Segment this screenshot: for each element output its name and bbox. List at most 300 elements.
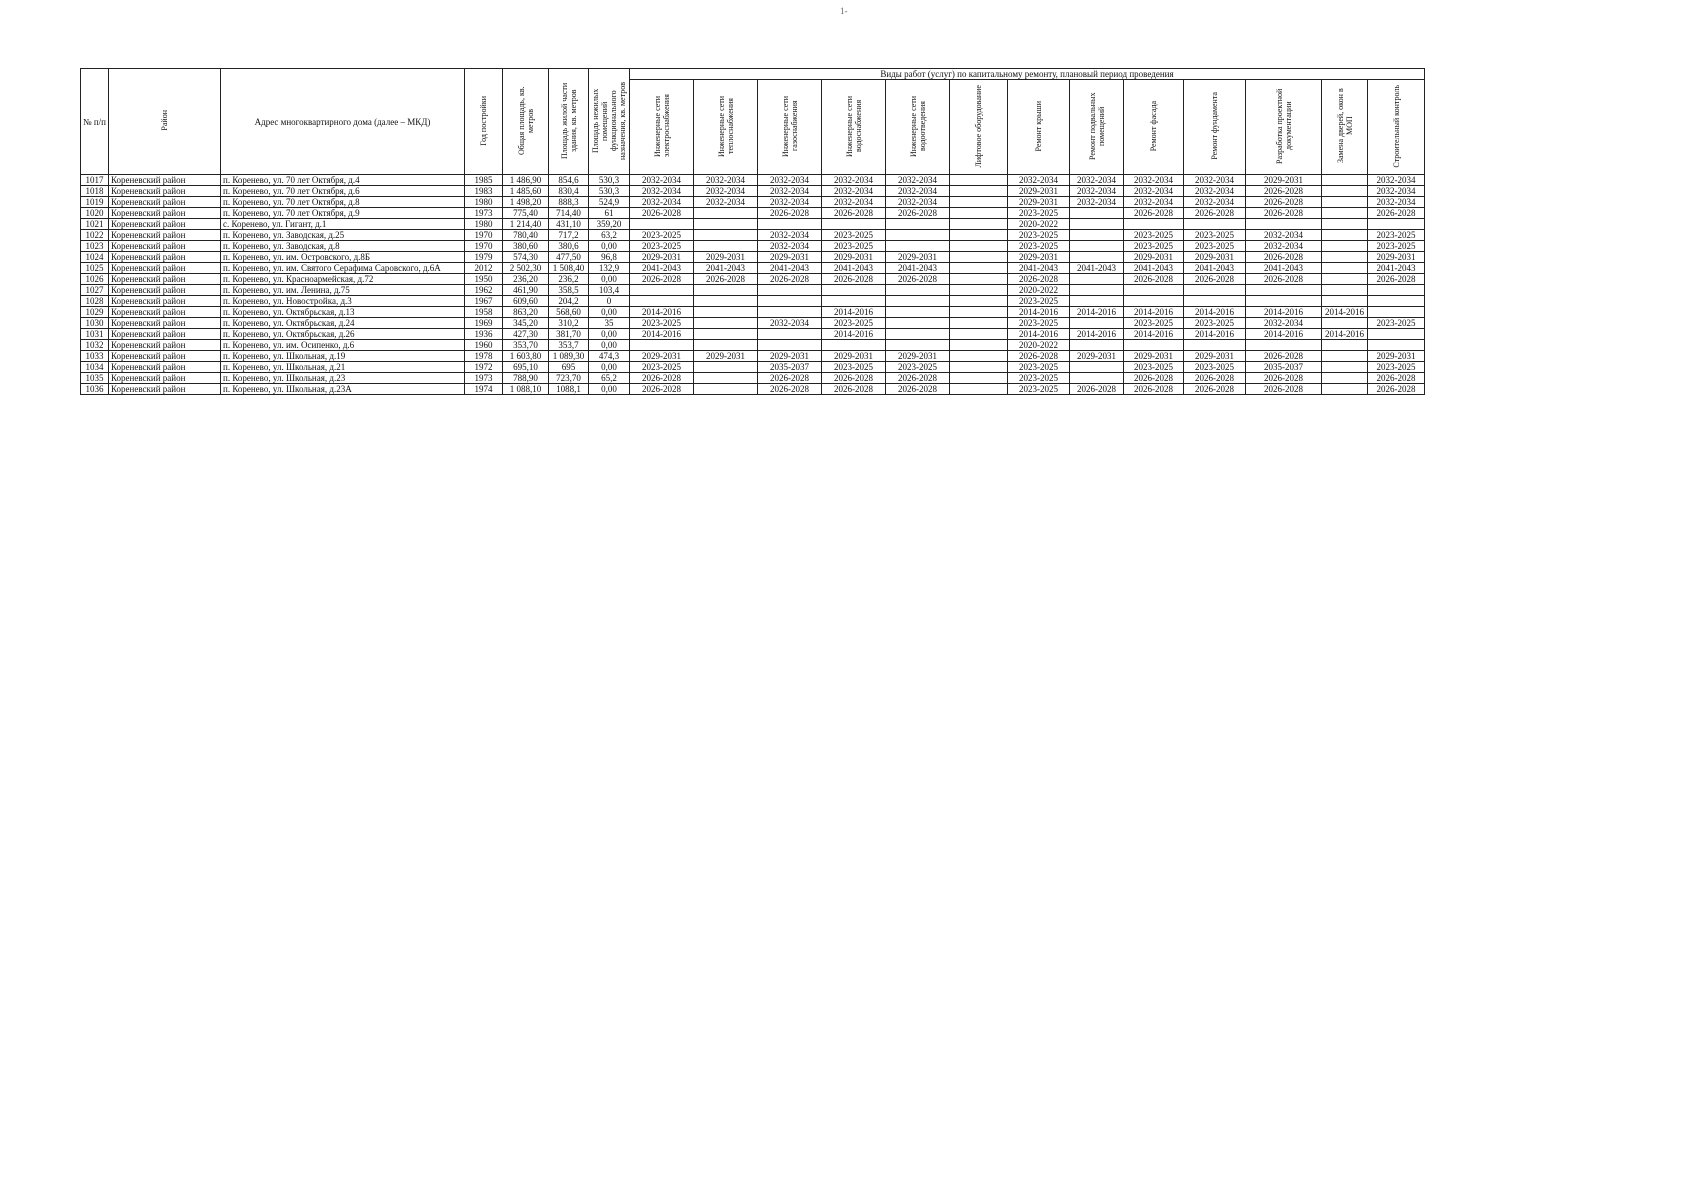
table-row <box>81 285 1425 296</box>
header-work-type: Строительный контроль <box>1368 80 1425 175</box>
cell-address: п. Коренево, ул. Заводская, д.25 <box>221 230 465 241</box>
cell-nonresidential-area: 0,00 <box>589 307 630 318</box>
cell-nonresidential-area: 530,3 <box>589 175 630 186</box>
cell-work-period: 2014-2016 <box>1124 307 1184 318</box>
cell-work-period: 2032-2034 <box>886 186 950 197</box>
cell-year: 1969 <box>465 318 503 329</box>
cell-address: п. Коренево, ул. 70 лет Октября, д.6 <box>221 186 465 197</box>
cell-work-period: 2023-2025 <box>822 318 886 329</box>
cell-work-period <box>1322 186 1368 197</box>
cell-work-period: 2023-2025 <box>1184 318 1246 329</box>
cell-work-period <box>1070 285 1124 296</box>
cell-work-period: 2029-2031 <box>1124 351 1184 362</box>
cell-nonresidential-area: 63,2 <box>589 230 630 241</box>
cell-address: с. Коренево, ул. Гигант, д.1 <box>221 219 465 230</box>
cell-total-area: 609,60 <box>503 296 549 307</box>
cell-work-period <box>1322 230 1368 241</box>
cell-work-period: 2032-2034 <box>758 230 822 241</box>
cell-work-period <box>1322 318 1368 329</box>
cell-work-period: 2023-2025 <box>1184 241 1246 252</box>
cell-work-period: 2032-2034 <box>630 175 694 186</box>
cell-work-period <box>1246 296 1322 307</box>
cell-work-period: 2014-2016 <box>822 329 886 340</box>
cell-work-period: 2029-2031 <box>630 252 694 263</box>
cell-work-period <box>950 307 1008 318</box>
cell-work-period: 2023-2025 <box>1124 230 1184 241</box>
cell-nonresidential-area: 0,00 <box>589 274 630 285</box>
cell-work-period: 2023-2025 <box>822 241 886 252</box>
cell-work-period: 2023-2025 <box>630 230 694 241</box>
cell-no: 1034 <box>81 362 109 373</box>
cell-work-period <box>1124 219 1184 230</box>
cell-work-period: 2026-2028 <box>630 384 694 395</box>
cell-address: п. Коренево, ул. Октябрьская, д.24 <box>221 318 465 329</box>
cell-work-period <box>950 296 1008 307</box>
cell-year: 1962 <box>465 285 503 296</box>
cell-address: п. Коренево, ул. им. Осипенко, д.6 <box>221 340 465 351</box>
cell-work-period: 2023-2025 <box>1124 318 1184 329</box>
cell-work-period <box>950 351 1008 362</box>
cell-work-period: 2029-2031 <box>886 252 950 263</box>
cell-work-period: 2026-2028 <box>694 274 758 285</box>
cell-work-period <box>950 197 1008 208</box>
cell-district: Кореневский район <box>109 274 221 285</box>
cell-nonresidential-area: 132,9 <box>589 263 630 274</box>
cell-year: 2012 <box>465 263 503 274</box>
cell-residential-area: 1 508,40 <box>549 263 589 274</box>
cell-no: 1018 <box>81 186 109 197</box>
cell-total-area: 461,90 <box>503 285 549 296</box>
cell-district: Кореневский район <box>109 384 221 395</box>
cell-work-period: 2026-2028 <box>630 274 694 285</box>
cell-nonresidential-area: 530,3 <box>589 186 630 197</box>
cell-work-period <box>1322 384 1368 395</box>
cell-total-area: 1 603,80 <box>503 351 549 362</box>
cell-year: 1970 <box>465 230 503 241</box>
cell-work-period: 2041-2043 <box>1368 263 1425 274</box>
cell-work-period: 2035-2037 <box>758 362 822 373</box>
cell-work-period <box>694 230 758 241</box>
cell-work-period <box>758 285 822 296</box>
cell-work-period <box>1124 296 1184 307</box>
table-row <box>81 296 1425 307</box>
cell-work-period <box>630 340 694 351</box>
cell-work-period: 2029-2031 <box>886 351 950 362</box>
cell-work-period: 2029-2031 <box>694 252 758 263</box>
header-work-type: Разработка проектной документации <box>1246 80 1322 175</box>
cell-year: 1979 <box>465 252 503 263</box>
cell-work-period <box>1368 219 1425 230</box>
cell-work-period: 2032-2034 <box>1246 230 1322 241</box>
header-work-type: Инженерные сети водоснабжения <box>822 80 886 175</box>
cell-work-period <box>1322 208 1368 219</box>
cell-nonresidential-area: 0,00 <box>589 241 630 252</box>
cell-work-period: 2014-2016 <box>1322 307 1368 318</box>
cell-year: 1974 <box>465 384 503 395</box>
cell-work-period <box>758 340 822 351</box>
cell-work-period: 2014-2016 <box>630 329 694 340</box>
cell-work-period: 2023-2025 <box>1008 230 1070 241</box>
cell-work-period <box>886 219 950 230</box>
cell-work-period <box>1070 340 1124 351</box>
header-year: Год постройки <box>465 69 503 175</box>
cell-residential-area: 381,70 <box>549 329 589 340</box>
table-row <box>81 318 1425 329</box>
cell-work-period <box>630 219 694 230</box>
cell-work-period: 2023-2025 <box>1184 362 1246 373</box>
cell-district: Кореневский район <box>109 318 221 329</box>
cell-work-period: 2026-2028 <box>1368 274 1425 285</box>
cell-total-area: 1 486,90 <box>503 175 549 186</box>
cell-work-period: 2032-2034 <box>822 197 886 208</box>
capital-repair-table <box>80 68 1425 395</box>
cell-residential-area: 854,6 <box>549 175 589 186</box>
header-work-type: Ремонт фасада <box>1124 80 1184 175</box>
cell-work-period: 2026-2028 <box>758 274 822 285</box>
cell-work-period: 2023-2025 <box>1008 296 1070 307</box>
table-row <box>81 351 1425 362</box>
header-work-type: Инженерные сети теплоснабжения <box>694 80 758 175</box>
cell-work-period <box>886 241 950 252</box>
cell-address: п. Коренево, ул. 70 лет Октября, д.8 <box>221 197 465 208</box>
cell-work-period: 2032-2034 <box>694 186 758 197</box>
cell-residential-area: 380,6 <box>549 241 589 252</box>
cell-district: Кореневский район <box>109 241 221 252</box>
cell-no: 1022 <box>81 230 109 241</box>
cell-work-period: 2032-2034 <box>758 186 822 197</box>
cell-work-period: 2026-2028 <box>758 208 822 219</box>
cell-work-period: 2026-2028 <box>1184 208 1246 219</box>
cell-residential-area: 568,60 <box>549 307 589 318</box>
cell-work-period: 2026-2028 <box>886 384 950 395</box>
cell-work-period <box>1368 340 1425 351</box>
cell-no: 1025 <box>81 263 109 274</box>
cell-total-area: 574,30 <box>503 252 549 263</box>
cell-work-period <box>630 296 694 307</box>
cell-work-period: 2023-2025 <box>1368 230 1425 241</box>
cell-work-period: 2029-2031 <box>1070 351 1124 362</box>
table-row <box>81 384 1425 395</box>
cell-work-period <box>1070 241 1124 252</box>
cell-work-period <box>758 307 822 318</box>
cell-work-period: 2029-2031 <box>1008 252 1070 263</box>
cell-work-period: 2014-2016 <box>1246 307 1322 318</box>
cell-work-period <box>694 307 758 318</box>
cell-residential-area: 695 <box>549 362 589 373</box>
cell-work-period: 2026-2028 <box>822 384 886 395</box>
cell-district: Кореневский район <box>109 252 221 263</box>
cell-work-period: 2026-2028 <box>1246 274 1322 285</box>
cell-work-period: 2029-2031 <box>758 252 822 263</box>
cell-residential-area: 477,50 <box>549 252 589 263</box>
cell-district: Кореневский район <box>109 186 221 197</box>
cell-work-period <box>694 241 758 252</box>
cell-work-period <box>758 296 822 307</box>
cell-work-period: 2032-2034 <box>1124 186 1184 197</box>
cell-year: 1985 <box>465 175 503 186</box>
cell-no: 1033 <box>81 351 109 362</box>
table-body <box>81 175 1425 395</box>
cell-work-period <box>950 373 1008 384</box>
cell-district: Кореневский район <box>109 373 221 384</box>
cell-work-period: 2014-2016 <box>1184 329 1246 340</box>
cell-work-period <box>1322 241 1368 252</box>
cell-district: Кореневский район <box>109 175 221 186</box>
table-row <box>81 373 1425 384</box>
cell-work-period: 2032-2034 <box>1184 175 1246 186</box>
cell-work-period <box>1124 340 1184 351</box>
header-district: Район <box>109 69 221 175</box>
cell-work-period <box>1322 362 1368 373</box>
cell-residential-area: 431,10 <box>549 219 589 230</box>
cell-work-period <box>950 186 1008 197</box>
cell-work-period: 2029-2031 <box>1246 175 1322 186</box>
cell-work-period <box>1070 208 1124 219</box>
cell-work-period <box>1184 285 1246 296</box>
cell-residential-area: 714,40 <box>549 208 589 219</box>
cell-total-area: 345,20 <box>503 318 549 329</box>
cell-year: 1960 <box>465 340 503 351</box>
cell-no: 1028 <box>81 296 109 307</box>
cell-district: Кореневский район <box>109 296 221 307</box>
cell-work-period <box>950 230 1008 241</box>
cell-work-period: 2026-2028 <box>1124 384 1184 395</box>
cell-year: 1980 <box>465 197 503 208</box>
cell-work-period: 2029-2031 <box>630 351 694 362</box>
cell-work-period: 2014-2016 <box>1008 329 1070 340</box>
cell-work-period <box>950 263 1008 274</box>
cell-work-period: 2023-2025 <box>1008 208 1070 219</box>
cell-work-period: 2023-2025 <box>1008 318 1070 329</box>
cell-no: 1029 <box>81 307 109 318</box>
cell-work-period: 2014-2016 <box>1070 307 1124 318</box>
cell-work-period: 2023-2025 <box>630 318 694 329</box>
cell-work-period: 2023-2025 <box>630 362 694 373</box>
cell-work-period: 2029-2031 <box>1184 252 1246 263</box>
cell-work-period <box>758 329 822 340</box>
cell-work-period <box>950 384 1008 395</box>
cell-nonresidential-area: 65,2 <box>589 373 630 384</box>
cell-work-period <box>886 307 950 318</box>
cell-work-period <box>1368 285 1425 296</box>
cell-work-period <box>1368 329 1425 340</box>
cell-work-period <box>694 318 758 329</box>
cell-nonresidential-area: 0 <box>589 296 630 307</box>
cell-work-period: 2026-2028 <box>1008 351 1070 362</box>
cell-work-period: 2026-2028 <box>758 373 822 384</box>
cell-work-period: 2023-2025 <box>1368 318 1425 329</box>
header-nonresidential-area: Площадь нежилых помещений функционального назначения, кв. метров <box>589 69 630 175</box>
cell-work-period <box>950 274 1008 285</box>
cell-district: Кореневский район <box>109 230 221 241</box>
cell-work-period: 2026-2028 <box>886 208 950 219</box>
cell-address: п. Коренево, ул. Октябрьская, д.13 <box>221 307 465 318</box>
cell-address: п. Коренево, ул. Школьная, д.19 <box>221 351 465 362</box>
cell-work-period: 2032-2034 <box>886 175 950 186</box>
cell-work-period: 2029-2031 <box>822 351 886 362</box>
cell-work-period <box>630 285 694 296</box>
table-row <box>81 230 1425 241</box>
cell-district: Кореневский район <box>109 208 221 219</box>
cell-work-period: 2026-2028 <box>1124 208 1184 219</box>
cell-work-period: 2026-2028 <box>1184 384 1246 395</box>
table-row <box>81 208 1425 219</box>
cell-year: 1973 <box>465 373 503 384</box>
cell-work-period: 2032-2034 <box>630 186 694 197</box>
cell-work-period: 2014-2016 <box>1184 307 1246 318</box>
cell-work-period <box>1368 307 1425 318</box>
cell-work-period: 2026-2028 <box>630 373 694 384</box>
cell-work-period <box>1322 197 1368 208</box>
cell-work-period: 2026-2028 <box>886 274 950 285</box>
table-row <box>81 219 1425 230</box>
cell-work-period <box>1184 340 1246 351</box>
table-row <box>81 186 1425 197</box>
table-row <box>81 263 1425 274</box>
cell-work-period: 2041-2043 <box>1070 263 1124 274</box>
cell-work-period: 2026-2028 <box>1368 373 1425 384</box>
cell-no: 1030 <box>81 318 109 329</box>
cell-work-period: 2032-2034 <box>822 175 886 186</box>
cell-total-area: 1 498,20 <box>503 197 549 208</box>
cell-year: 1950 <box>465 274 503 285</box>
cell-district: Кореневский район <box>109 362 221 373</box>
cell-work-period <box>694 285 758 296</box>
cell-address: п. Коренево, ул. Школьная, д.23 <box>221 373 465 384</box>
cell-work-period: 2041-2043 <box>1008 263 1070 274</box>
cell-work-period <box>1070 318 1124 329</box>
cell-work-period: 2026-2028 <box>1246 384 1322 395</box>
cell-district: Кореневский район <box>109 263 221 274</box>
cell-district: Кореневский район <box>109 329 221 340</box>
cell-year: 1978 <box>465 351 503 362</box>
cell-total-area: 1 214,40 <box>503 219 549 230</box>
cell-residential-area: 830,4 <box>549 186 589 197</box>
cell-work-period: 2026-2028 <box>886 373 950 384</box>
cell-address: п. Коренево, ул. им. Островского, д.8Б <box>221 252 465 263</box>
cell-work-period: 2032-2034 <box>1368 197 1425 208</box>
cell-work-period <box>1070 219 1124 230</box>
cell-work-period <box>950 340 1008 351</box>
cell-work-period: 2026-2028 <box>1246 208 1322 219</box>
cell-work-period <box>886 329 950 340</box>
cell-no: 1026 <box>81 274 109 285</box>
cell-address: п. Коренево, ул. 70 лет Октября, д.4 <box>221 175 465 186</box>
cell-total-area: 2 502,30 <box>503 263 549 274</box>
cell-work-period: 2023-2025 <box>822 362 886 373</box>
cell-work-period: 2020-2022 <box>1008 340 1070 351</box>
page-mark: 1- <box>840 6 848 16</box>
cell-work-period <box>1322 296 1368 307</box>
header-row-top <box>81 69 1425 80</box>
cell-work-period <box>950 285 1008 296</box>
header-work-type: Инженерные сети водоотведения <box>886 80 950 175</box>
cell-year: 1936 <box>465 329 503 340</box>
cell-work-period: 2032-2034 <box>1246 241 1322 252</box>
cell-work-period: 2020-2022 <box>1008 219 1070 230</box>
cell-total-area: 780,40 <box>503 230 549 241</box>
cell-work-period: 2032-2034 <box>1070 197 1124 208</box>
table-row <box>81 175 1425 186</box>
cell-district: Кореневский район <box>109 351 221 362</box>
cell-nonresidential-area: 359,20 <box>589 219 630 230</box>
cell-residential-area: 236,2 <box>549 274 589 285</box>
cell-residential-area: 310,2 <box>549 318 589 329</box>
cell-work-period <box>886 285 950 296</box>
cell-work-period <box>1322 263 1368 274</box>
cell-work-period: 2041-2043 <box>694 263 758 274</box>
cell-work-period: 2026-2028 <box>822 208 886 219</box>
cell-work-period: 2026-2028 <box>1368 208 1425 219</box>
cell-address: п. Коренево, ул. им. Ленина, д.75 <box>221 285 465 296</box>
cell-year: 1973 <box>465 208 503 219</box>
table-row <box>81 340 1425 351</box>
cell-work-period: 2029-2031 <box>694 351 758 362</box>
cell-work-period: 2041-2043 <box>1246 263 1322 274</box>
cell-work-period <box>822 285 886 296</box>
cell-nonresidential-area: 474,3 <box>589 351 630 362</box>
cell-work-period <box>886 340 950 351</box>
cell-address: п. Коренево, ул. им. Святого Серафима Саровского, д.6А <box>221 263 465 274</box>
cell-work-period <box>822 296 886 307</box>
cell-address: п. Коренево, ул. Школьная, д.23А <box>221 384 465 395</box>
cell-work-period <box>694 340 758 351</box>
header-work-type: Инженерные сети электроснабжения <box>630 80 694 175</box>
cell-year: 1972 <box>465 362 503 373</box>
cell-work-period: 2023-2025 <box>1008 373 1070 384</box>
cell-work-period <box>886 318 950 329</box>
cell-work-period <box>758 219 822 230</box>
cell-nonresidential-area: 35 <box>589 318 630 329</box>
cell-year: 1980 <box>465 219 503 230</box>
cell-address: п. Коренево, ул. Новостройка, д.3 <box>221 296 465 307</box>
cell-work-period <box>950 241 1008 252</box>
cell-total-area: 695,10 <box>503 362 549 373</box>
cell-work-period <box>694 362 758 373</box>
cell-residential-area: 1 089,30 <box>549 351 589 362</box>
cell-work-period <box>694 329 758 340</box>
cell-work-period <box>1070 230 1124 241</box>
cell-no: 1032 <box>81 340 109 351</box>
cell-work-period: 2032-2034 <box>1008 175 1070 186</box>
cell-work-period <box>1070 296 1124 307</box>
cell-no: 1023 <box>81 241 109 252</box>
cell-residential-area: 204,2 <box>549 296 589 307</box>
cell-work-period <box>1246 340 1322 351</box>
cell-no: 1019 <box>81 197 109 208</box>
cell-work-period: 2032-2034 <box>1124 175 1184 186</box>
cell-work-period: 2023-2025 <box>886 362 950 373</box>
cell-work-period: 2023-2025 <box>1184 230 1246 241</box>
cell-work-period <box>694 384 758 395</box>
table-row <box>81 241 1425 252</box>
cell-no: 1036 <box>81 384 109 395</box>
header-residential-area: Площадь жилой части здания, кв. метров <box>549 69 589 175</box>
cell-work-period: 2032-2034 <box>1070 186 1124 197</box>
cell-work-period <box>950 175 1008 186</box>
cell-total-area: 1 088,10 <box>503 384 549 395</box>
cell-work-period <box>822 219 886 230</box>
cell-work-period <box>694 373 758 384</box>
cell-work-period: 2014-2016 <box>1322 329 1368 340</box>
table-row <box>81 252 1425 263</box>
cell-work-period <box>1322 351 1368 362</box>
cell-work-period: 2032-2034 <box>1184 197 1246 208</box>
cell-work-period: 2026-2028 <box>1184 373 1246 384</box>
cell-work-period: 2023-2025 <box>1368 362 1425 373</box>
cell-residential-area: 888,3 <box>549 197 589 208</box>
cell-work-period <box>1322 340 1368 351</box>
